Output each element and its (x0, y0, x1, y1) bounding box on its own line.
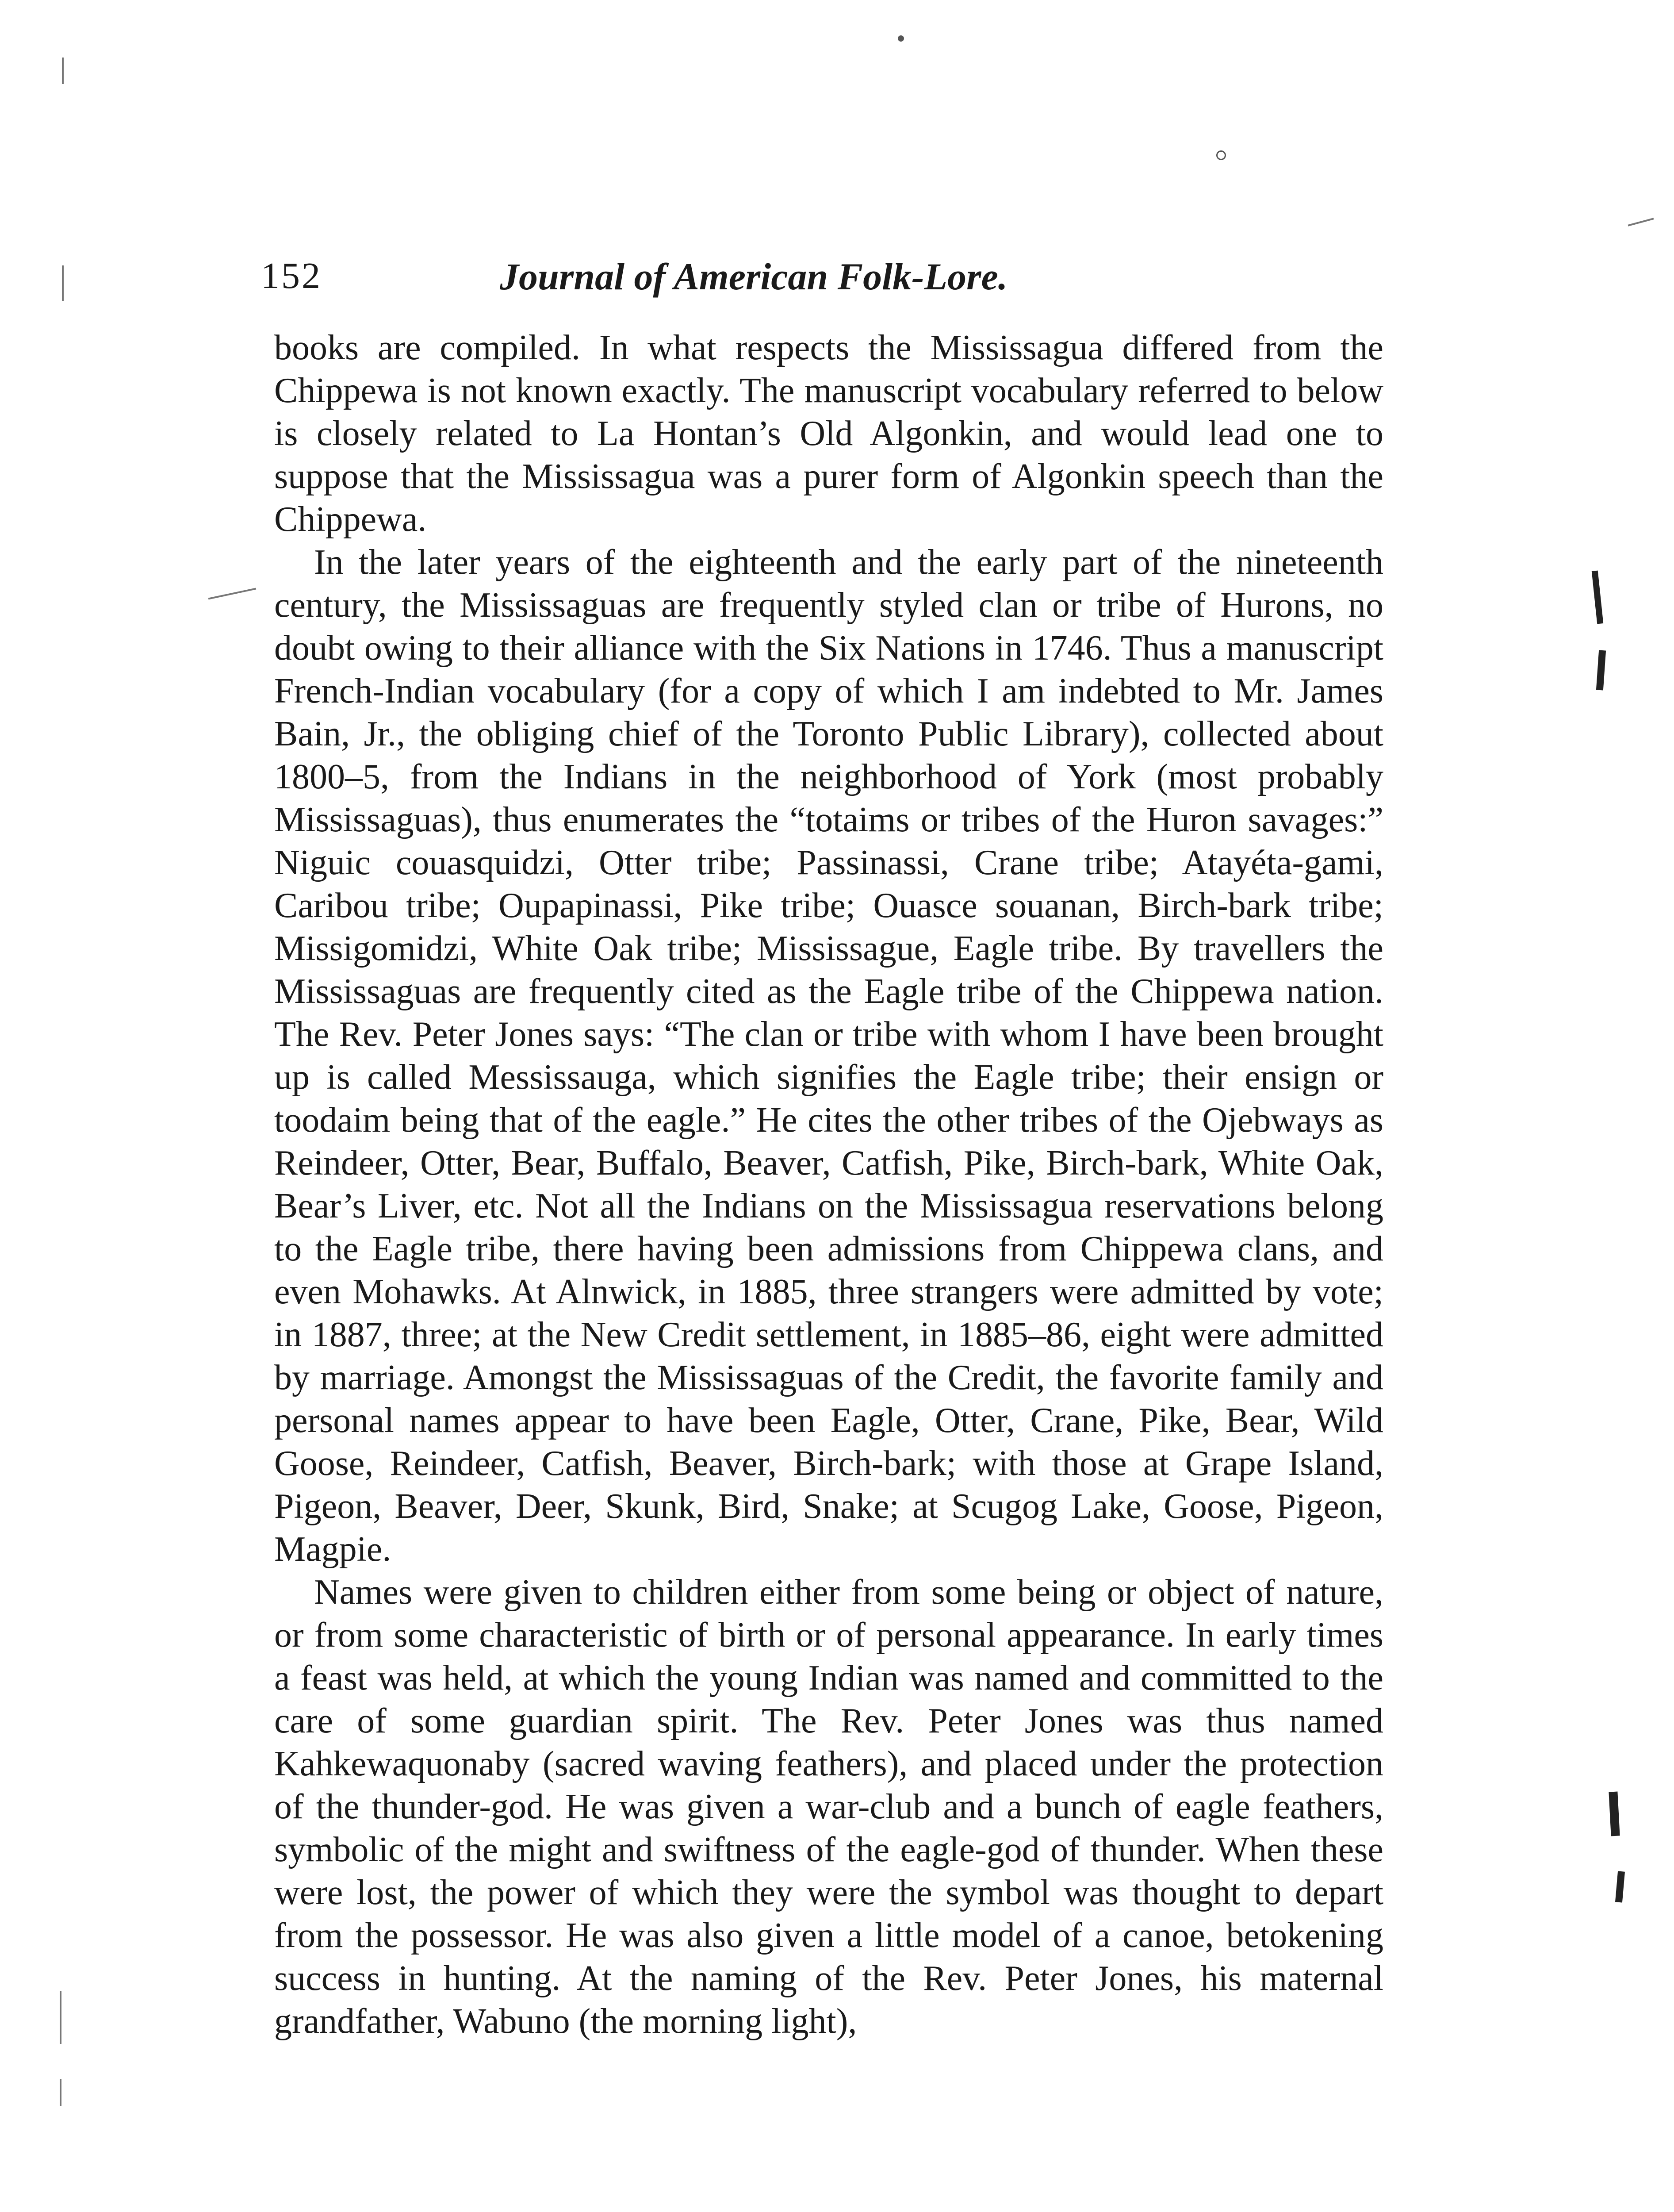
scan-specks (60, 1991, 61, 2044)
paragraph-1: books are compiled. In what respects the Mississagua differed from the Chippewa is not known exactly. The manuscript vocabulary referred to below is closely related to La Hontan’s Old Algonkin, and would lead one to suppose that the Mississagua was a purer form of Algonkin speech than the Chippewa. (274, 328, 1383, 539)
margin-mark (1592, 571, 1603, 624)
running-title: Journal of American Folk-Lore. (500, 255, 1008, 298)
scan-specks (62, 58, 64, 84)
page-header (261, 254, 1393, 312)
body-text (274, 326, 1383, 2043)
margin-mark (1609, 1792, 1620, 1836)
margin-mark (1596, 650, 1606, 691)
paragraph-3: Names were given to children either from some being or object of nature, or from some characteristic of birth or of personal appearance. In early times a feast was held, at which the young Indian was named and committed to the care of some guardian spirit. The Rev. Peter Jones was thus named Kahkewaquonaby (sacred waving feathers), and placed under the protection of the thunder-god. He was given a war-club and a bunch of eagle feathers, symbolic of the might and swiftness of the eagle-god of thunder. When these were lost, the power of which they were the symbol was thought to depart from the possessor. He was also given a little model of a canoe, betokening success in hunting. At the naming of the Rev. Peter Jones, his maternal grandfather, Wabuno (the morning light), (274, 1573, 1383, 2041)
scan-specks (1216, 150, 1226, 160)
scan-specks (62, 265, 64, 301)
page-number: 152 (261, 255, 322, 296)
scan-specks (60, 2079, 61, 2106)
paragraph-2: In the later years of the eighteenth and the early part of the nineteenth century, the Mississaguas are frequently styled clan or tribe of Hurons, no doubt owing to their alliance with the Six Nations in 1746. Thus a manuscript French-Indian vocabulary (for a copy of which I am indebted to Mr. James Bain, Jr., the obliging chief of the Toronto Public Library), collected about 1800–5, from the Indians in the neighborhood of York (most probably Mississaguas), thus enumerates the “totaims or tribes of the Huron savages:” Niguic couasquidzi, Otter tribe; Passinassi, Crane tribe; Atayéta-gami, Caribou tribe; Oupapinassi, Pike tribe; Ouasce souanan, Birch-bark tribe; Missigomidzi, White Oak tribe; Mississague, Eagle tribe. By travellers the Mississaguas are frequently cited as the Eagle tribe of the Chippewa nation. The Rev. Peter Jones says: “The clan or tribe with whom I have been brought up is called Messissauga, which signifies the Eagle tribe; their ensign or toodaim being that of the eagle.” He cites the other tribes of the Ojebways as Reindeer, Otter, Bear, Buffalo, Beaver, Catfish, Pike, Birch-bark, White Oak, Bear’s Liver, etc. Not all the Indians on the Mississagua reservations belong to the Eagle tribe, there having been admissions from Chippewa clans, and even Mohawks. At Alnwick, in 1885, three strangers were admitted by vote; in 1887, three; at the New Credit settlement, in 1885–86, eight were admitted by marriage. Amongst the Mississaguas of the Credit, the favorite family and personal names appear to have been Eagle, Otter, Crane, Pike, Bear, Wild Goose, Reindeer, Catfish, Beaver, Birch-bark; with those at Grape Island, Pigeon, Beaver, Deer, Skunk, Bird, Snake; at Scugog Lake, Goose, Pigeon, Magpie. (274, 543, 1383, 1569)
margin-mark (1615, 1871, 1625, 1902)
scan-specks (898, 35, 904, 42)
scan-specks (208, 588, 256, 600)
scan-specks (1628, 218, 1654, 226)
